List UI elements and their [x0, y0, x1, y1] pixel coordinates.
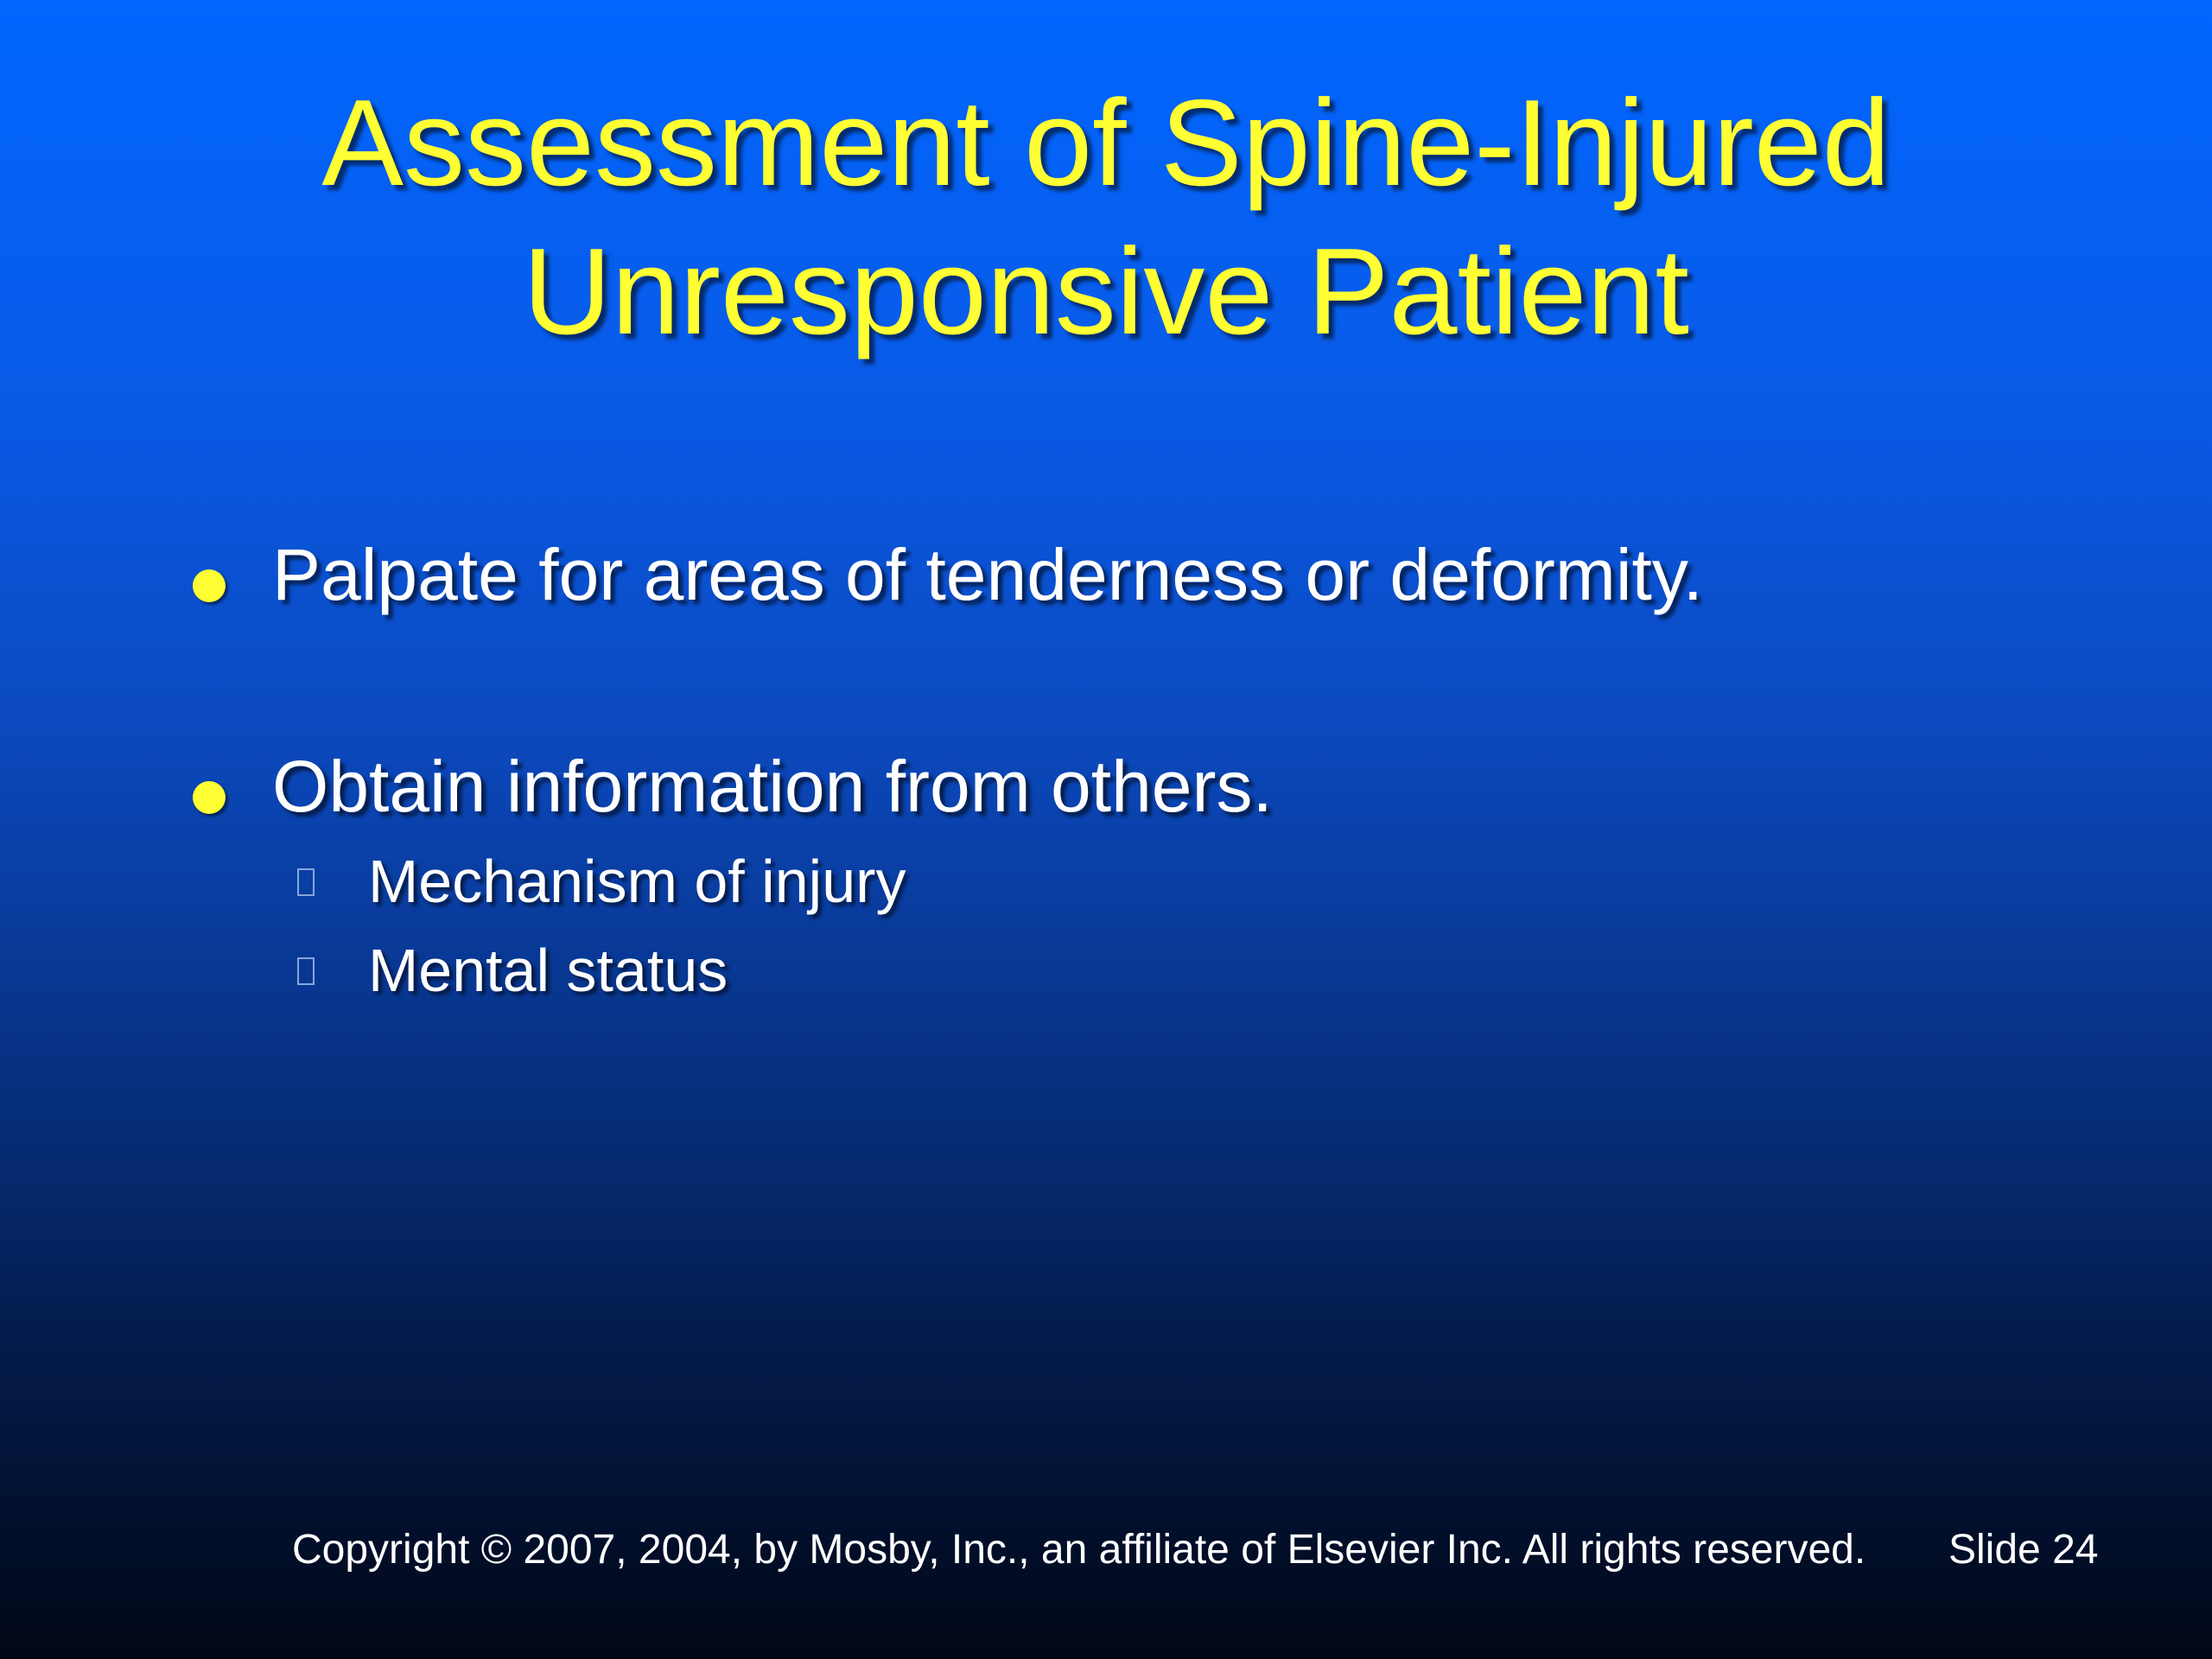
sub-bullet-text: Mechanism of injury: [368, 848, 906, 915]
square-box-bullet-icon: [297, 957, 315, 985]
title-line-2: Unresponsive Patient: [523, 223, 1689, 360]
bullet-text: Palpate for areas of tenderness or deformity.: [272, 534, 1703, 615]
bullet-text: Obtain information from others.: [272, 746, 1273, 827]
filled-circle-bullet-icon: [193, 781, 226, 814]
slide-number: Slide 24: [1948, 1527, 2099, 1573]
title-line-1: Assessment of Spine-Injured: [321, 74, 1891, 212]
copyright-notice: Copyright © 2007, 2004, by Mosby, Inc., an affiliate of Elsevier Inc. All rights reserved.: [292, 1527, 1866, 1573]
square-box-bullet-icon: [297, 868, 315, 896]
sub-bullet-text: Mental status: [368, 937, 728, 1004]
filled-circle-bullet-icon: [193, 569, 226, 602]
